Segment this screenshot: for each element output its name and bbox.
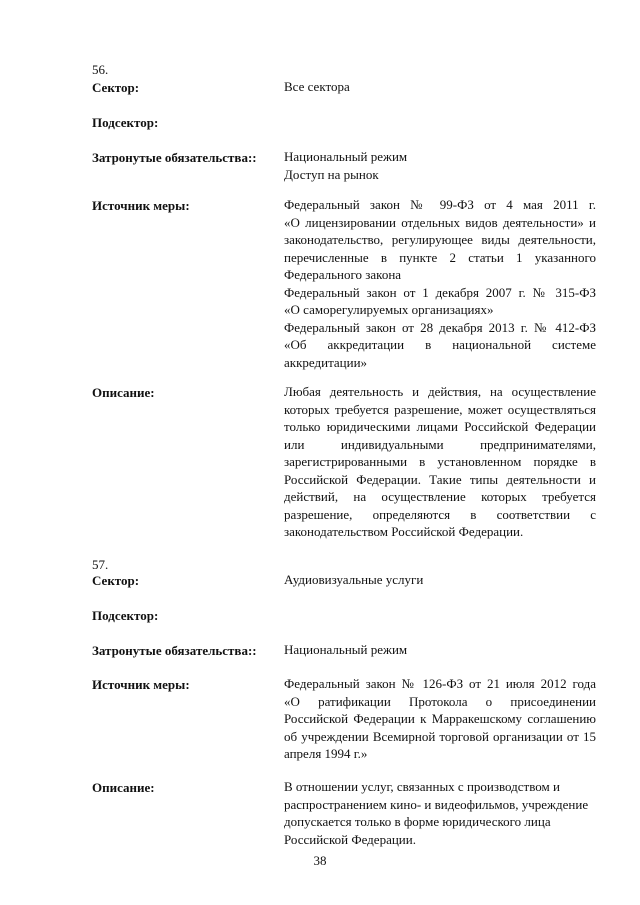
description-line: законодательством Российской Федерации.	[284, 524, 524, 539]
description-line: В отношении услуг, связанных с производством и	[284, 779, 560, 794]
description-line: зарегистрированными в установленном порядке в	[284, 454, 596, 469]
obligations-label: Затронутые обязательства::	[92, 643, 257, 658]
description-line: разрешение, определяются в соответствии с	[284, 506, 596, 522]
source-line: «О саморегулируемых организациях»	[284, 302, 494, 317]
subsector-label: Подсектор:	[92, 608, 159, 623]
source-label: Источник меры:	[92, 198, 190, 213]
obligations-line: Доступ на рынок	[284, 166, 379, 182]
obligations-value	[284, 641, 596, 659]
source-line: перечисленные в пункте 2 статьи 1 указанного	[284, 249, 596, 265]
description-value	[284, 383, 596, 541]
description-line: Любая деятельность и действия, на осуществление	[284, 384, 596, 399]
description-line: действий, на осуществление которых требуется	[284, 489, 596, 504]
source-line: апреля 1994 г.»	[284, 746, 368, 761]
description-line: только юридическими лицами Российской Федерации	[284, 419, 596, 434]
source-line: Федеральный закон от 28 декабря 2013 г. № 412-ФЗ	[284, 319, 596, 335]
description-line: допускается только в форме юридического лица	[284, 814, 551, 829]
source-value	[284, 196, 596, 371]
source-line: Федеральный закон от 1 декабря 2007 г. № 315-ФЗ	[284, 284, 596, 300]
obligations-line: Национальный режим	[284, 642, 408, 657]
obligations-line: Национальный режим	[284, 149, 408, 164]
sector-value-text: Аудиовизуальные услуги	[284, 572, 424, 587]
source-value	[284, 675, 596, 763]
description-line: распространением кино- и видеофильмов, учреждение	[284, 796, 589, 812]
sector-value-text: Все сектора	[284, 79, 350, 94]
entry-number: 56.	[92, 62, 109, 77]
description-line: Российской Федерации. Такие типы деятельности и	[284, 471, 596, 487]
source-line: Российской Федерации к Марракешскому соглашению	[284, 711, 596, 726]
description-line: которых требуется разрешение, может осуществляться	[284, 401, 596, 417]
source-line: «Об аккредитации в национальной системе	[284, 337, 596, 352]
source-line: «О ратификации Протокола о присоединении	[284, 693, 596, 709]
page-number: 38	[313, 853, 327, 868]
description-line: Российской Федерации.	[284, 831, 416, 847]
source-line: Федеральный закон № 99-ФЗ от 4 мая 2011 г.	[284, 197, 596, 212]
source-line: аккредитации»	[284, 354, 368, 370]
sector-label: Сектор:	[92, 80, 140, 95]
description-label: Описание:	[92, 385, 155, 400]
source-label: Источник меры:	[92, 677, 190, 692]
subsector-label: Подсектор:	[92, 115, 159, 130]
source-line: Федеральный закон № 126-ФЗ от 21 июля 2012 года	[284, 676, 596, 691]
description-line: или индивидуальными предпринимателями,	[284, 436, 596, 452]
obligations-label: Затронутые обязательства::	[92, 150, 257, 165]
source-line: Федерального закона	[284, 267, 402, 282]
sector-value	[284, 78, 596, 96]
sector-label: Сектор:	[92, 573, 140, 588]
description-value	[284, 778, 596, 848]
obligations-value	[284, 148, 596, 183]
source-line: об учреждении Всемирной торговой организации от 15	[284, 728, 596, 744]
source-line: законодательство, регулирующее виды деятельности,	[284, 232, 596, 247]
source-line: «О лицензировании отдельных видов деятельности» и	[284, 214, 596, 230]
description-label: Описание:	[92, 780, 155, 795]
entry-number: 57.	[92, 557, 109, 572]
sector-value	[284, 571, 596, 589]
